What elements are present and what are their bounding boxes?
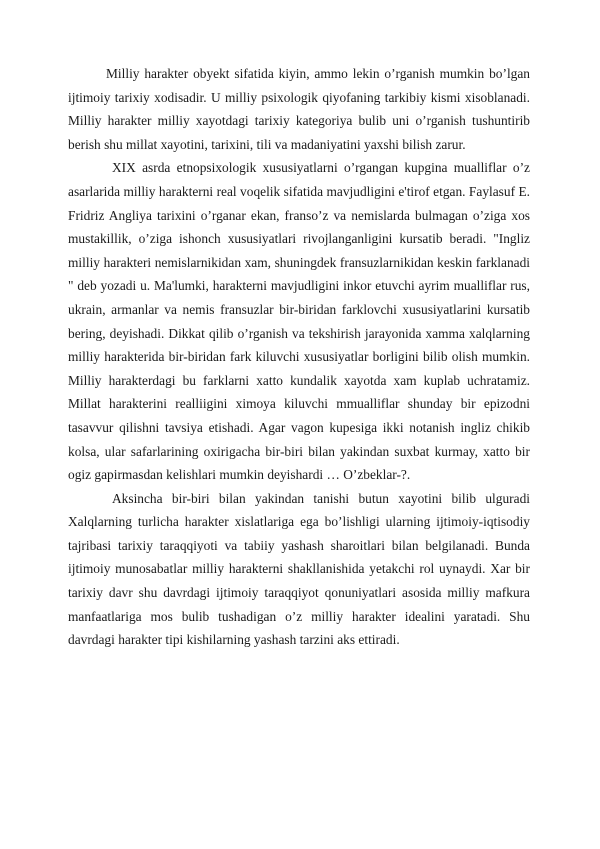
paragraph-1: Milliy harakter obyekt sifatida kiyin, ammo lekin o’rganish mumkin bo’lgan ijtimoiy tarixiy xodisadir. U milliy psixologik qiyofaning tarkibiy kismi xisoblanadi. Milliy harakter milliy xayotdagi tarixiy kategoriya bulib uni o’rganish tushuntirib berish shu millat xayotini, tarixini, tili va madaniyatini yaxshi bilish zarur. <box>68 66 530 152</box>
paragraph-2: XIX asrda etnopsixologik xususiyatlarni o’rgangan kupgina mualliflar o’z asarlarida milliy harakterni real voqelik sifatida mavjudligini e'tirof etgan. Faylasuf E. Fridriz Angliya tarixini o’rganar ekan, franso’z va nemislarda bulmagan o’ziga xos mustakillik, o’ziga ishonch xususiyatlari rivojlanganligini kursatib beradi. "Ingliz milliy harakteri nemislarnikidan xam, shuningdek fransuzlarnikidan keskin farklanadi " deb yozadi u. Ma'lumki, harakterni mavjudligini inkor etuvchi ayrim mualliflar rus, ukrain, armanlar va nemis fransuzlar bir-biridan farklovchi xususiyatlarini kursatib bering, deyishadi. Dikkat qilib o’rganish va tekshirish jarayonida xamma xalqlarning milliy harakterida bir-biridan fark kiluvchi xususiyatlar borligini bilib olish mumkin. Milliy harakterdagi bu farklarni xatto kundalik xayotda xam kuplab uchratamiz. Millat harakterini realliigini ximoya kiluvchi mmualliflar shunday bir epizodni tasavvur qilishni tavsiya etishadi. Agar vagon kupesiga ikki notanish ingliz chikib kolsa, ular safarlarining oxirigacha bir-biri bilan yakindan suxbat kurmay, xatto bir ogiz gapirmasdan kelishlari mumkin deyishardi … O’zbeklar-?. <box>68 160 530 483</box>
paragraph-3: Aksincha bir-biri bilan yakindan tanishi butun xayotini bilib ulguradi Xalqlarning turlicha harakter xislatlariga ega bo’lishligi ularning ijtimoiy-iqtisodiy tajribasi tarixiy taraqqiyoti va tabiiy yashash sharoitlari bilan belgilanadi. Bunda ijtimoiy munosabatlar milliy harakterni shakllanishida yetakchi rol uynaydi. Xar bir tarixiy davr shu davrdagi ijtimoiy taraqqiyot qonuniyatlari asosida milliy mafkura manfaatlariga mos bulib tushadigan o’z milliy harakter idealini yaratadi. Shu davrdagi harakter tipi kishilarning yashash tarzini aks ettiradi. <box>68 490 530 648</box>
document-page <box>68 62 530 652</box>
